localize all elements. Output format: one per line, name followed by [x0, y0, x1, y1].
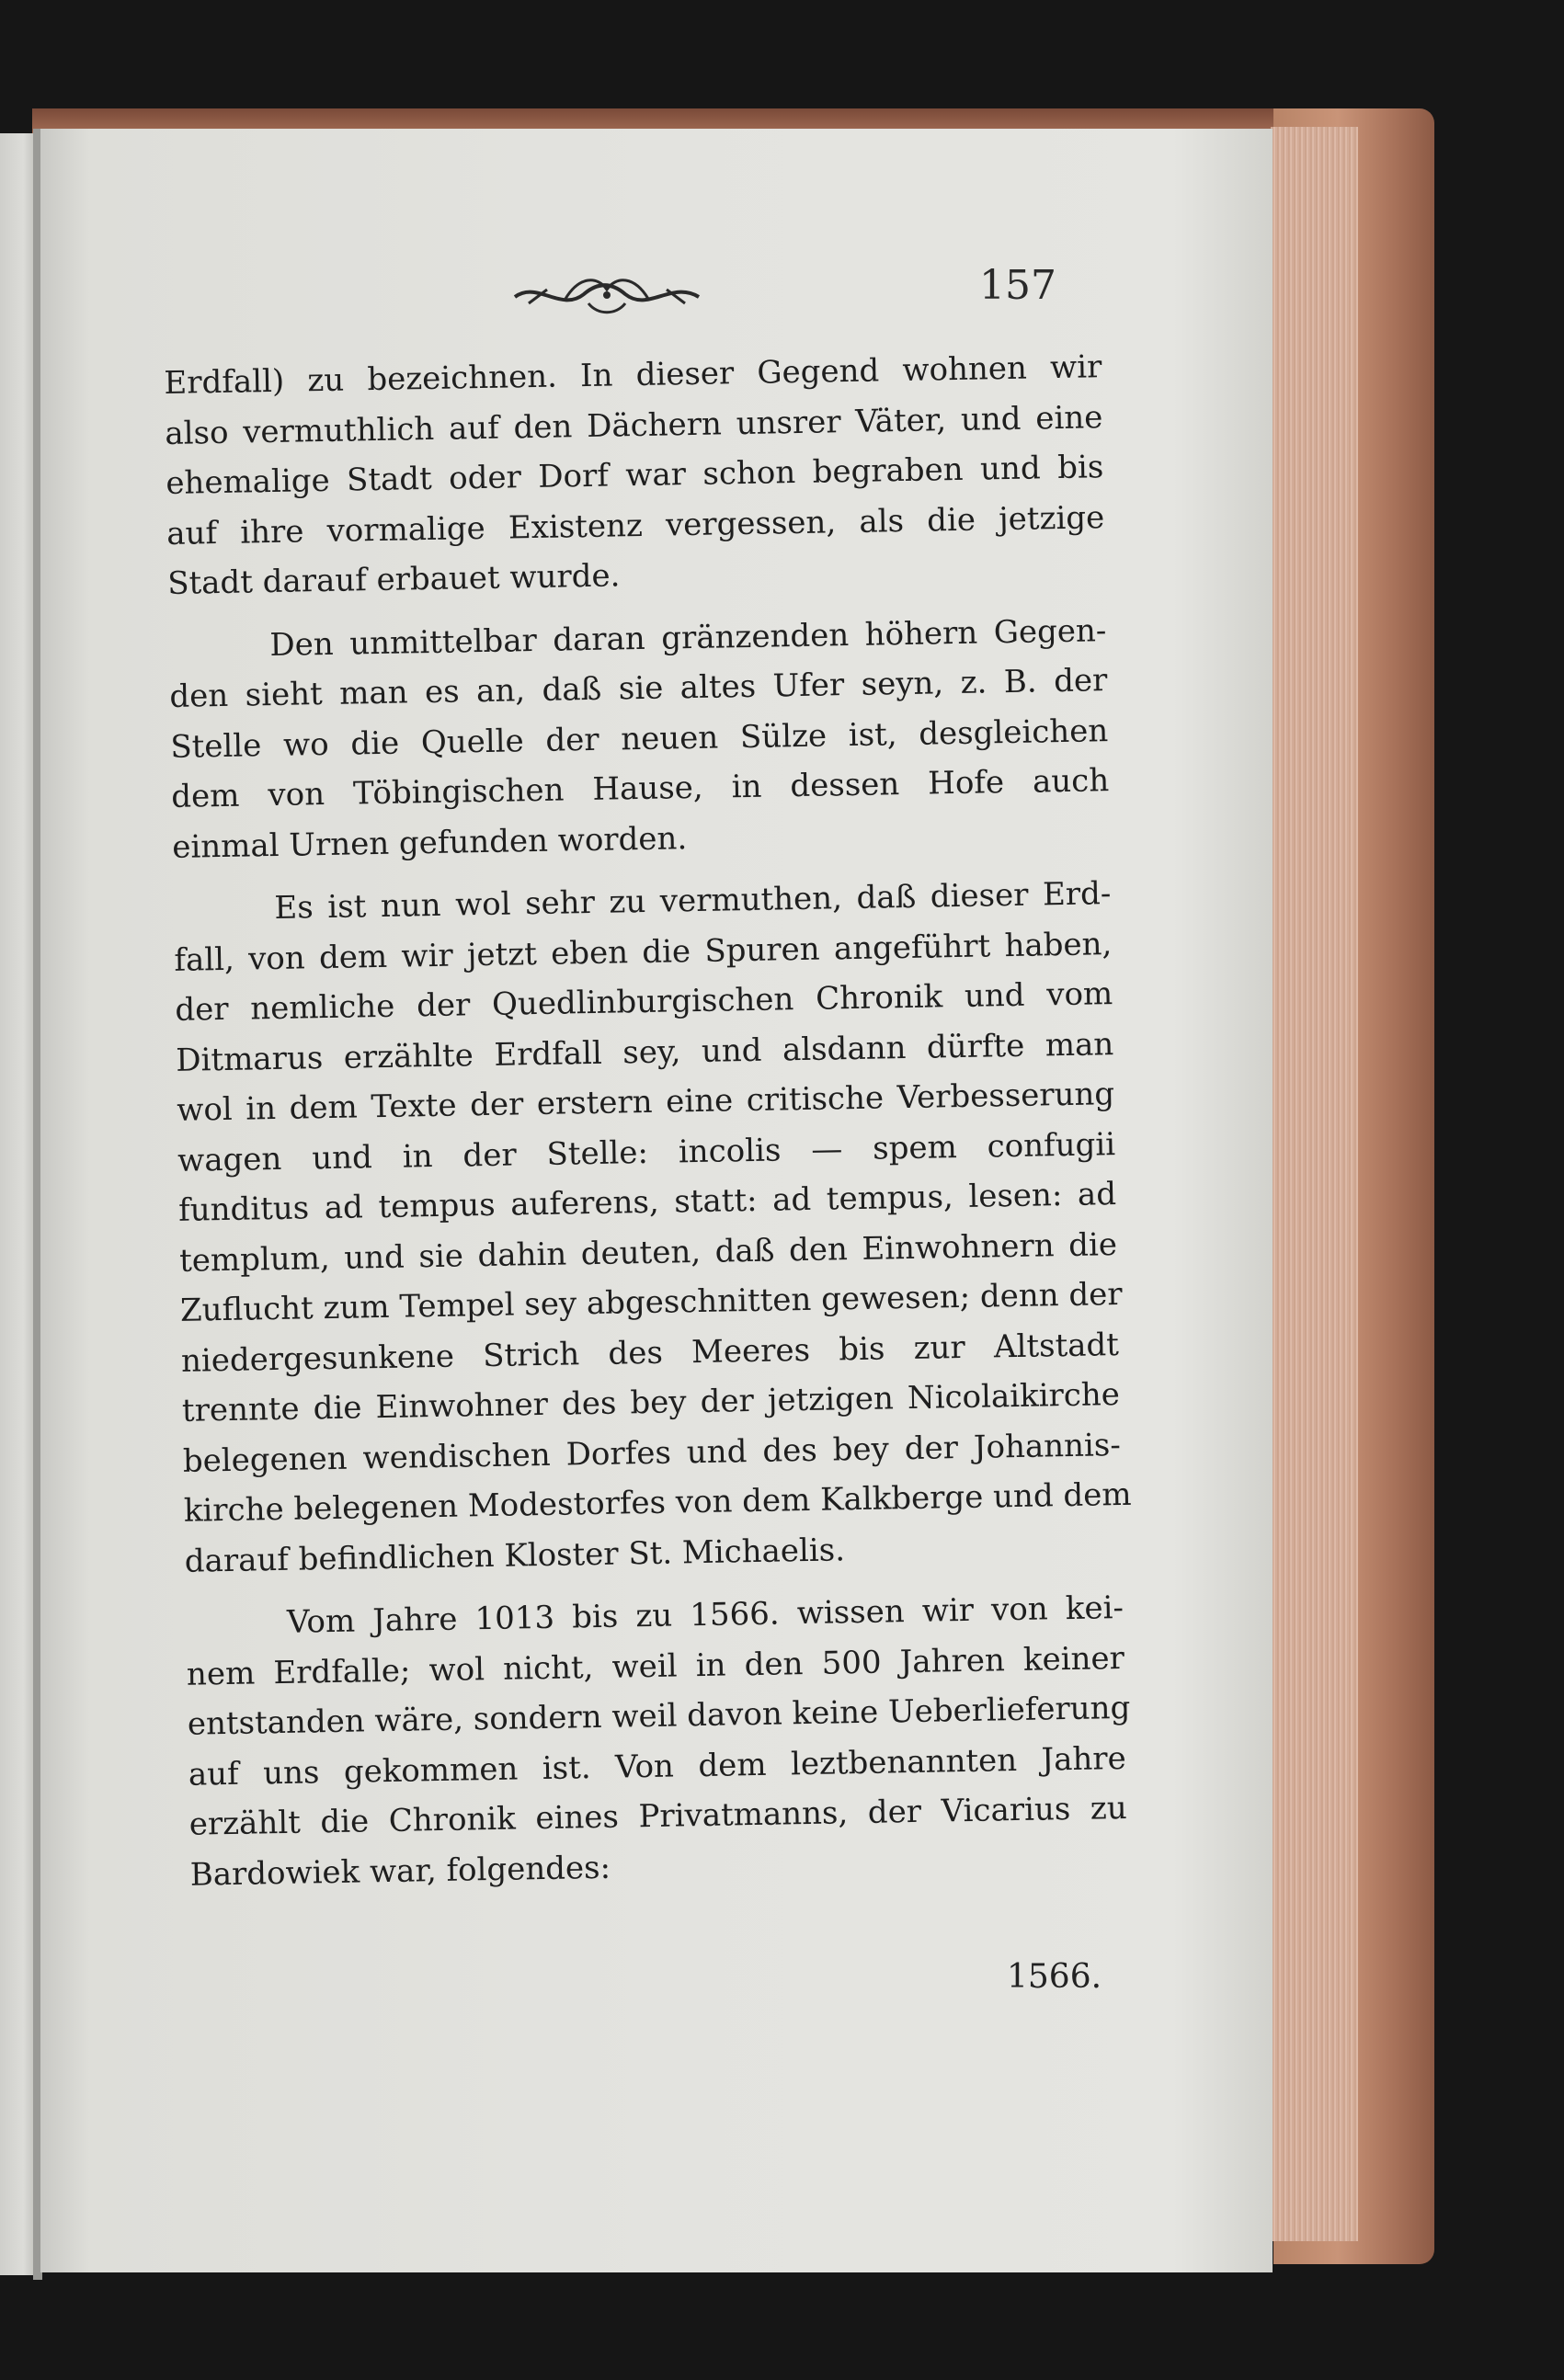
- text-line: niedergesunkene Strich des Meeres bis zur Altstadt: [180, 1326, 1120, 1380]
- text-line: wol in dem Texte der erstern eine critische Verbesserung: [176, 1076, 1115, 1129]
- text-line: Ditmarus erzählte Erdfall sey, und alsdann dürfte man: [175, 1025, 1114, 1079]
- text-line: belegenen wendischen Dorfes und des bey der Johannis-: [182, 1426, 1122, 1480]
- text-line: templum, und sie dahin deuten, daß den Einwohnern die: [178, 1225, 1118, 1280]
- text-line: ehemalige Stadt oder Dorf war schon begraben und bis: [166, 449, 1104, 502]
- text-line: dem von Töbingischen Hause, in dessen Hofe auch: [170, 762, 1110, 815]
- text-line: Den unmittelbar daran gränzenden höhern Gegen-: [269, 611, 1107, 664]
- page-text: [164, 342, 1132, 1900]
- text-line: darauf befindlichen Kloster St. Michaelis.: [184, 1531, 846, 1580]
- text-line: wagen und in der Stelle: incolis — spem confugii: [177, 1125, 1116, 1179]
- text-line: nem Erdfalle; wol nicht, weil in den 500 Jahren keiner: [186, 1639, 1125, 1693]
- text-line: auf ihre vormalige Existenz vergessen, als die jetzige: [166, 498, 1105, 552]
- text-line: einmal Urnen gefunden worden.: [171, 819, 688, 866]
- text-line: fall, von dem wir jetzt eben die Spuren angeführt haben,: [174, 925, 1113, 979]
- text-line: Stelle wo die Quelle der neuen Sülze ist, desgleichen: [170, 712, 1109, 766]
- text-line: der nemliche der Quedlinburgischen Chronik und vom: [175, 975, 1113, 1029]
- page-number: 157: [979, 262, 1056, 309]
- text-line: Erdfall) zu bezeichnen. In dieser Gegend wohnen wir: [164, 348, 1102, 402]
- catchword: 1566.: [1007, 1958, 1102, 1996]
- text-line: entstanden wäre, sondern weil davon keine Ueberlieferung: [187, 1689, 1131, 1743]
- text-line: Zuflucht zum Tempel sey abgeschnitten gewesen; denn der: [179, 1275, 1123, 1329]
- text-line: also vermuthlich auf den Dächern unsrer Väter, und eine: [165, 398, 1103, 452]
- text-line: erzählt die Chronik eines Privatmanns, der Vicarius zu: [188, 1789, 1128, 1843]
- text-line: den sieht man es an, daß sie altes Ufer seyn, z. B. der: [169, 662, 1108, 715]
- text-line: Stadt darauf erbauet wurde.: [166, 557, 621, 602]
- text-line: Bardowiek war, folgendes:: [189, 1849, 611, 1894]
- text-line: auf uns gekommen ist. Von dem leztbenannten Jahre: [188, 1739, 1127, 1794]
- page-edges: [1271, 127, 1358, 2241]
- text-line: funditus ad tempus auferens, statt: ad tempus, lesen: ad: [177, 1176, 1117, 1229]
- text-line: Es ist nun wol sehr zu vermuthen, daß dieser Erd-: [274, 875, 1112, 927]
- text-line: kirche belegenen Modestorfes von dem Kalkberge und dem: [183, 1475, 1132, 1530]
- text-line: trennte die Einwohner des bey der jetzigen Nicolaikirche: [181, 1376, 1121, 1429]
- ornament-icon: [510, 262, 703, 326]
- text-line: Vom Jahre 1013 bis zu 1566. wissen wir von kei-: [286, 1589, 1124, 1641]
